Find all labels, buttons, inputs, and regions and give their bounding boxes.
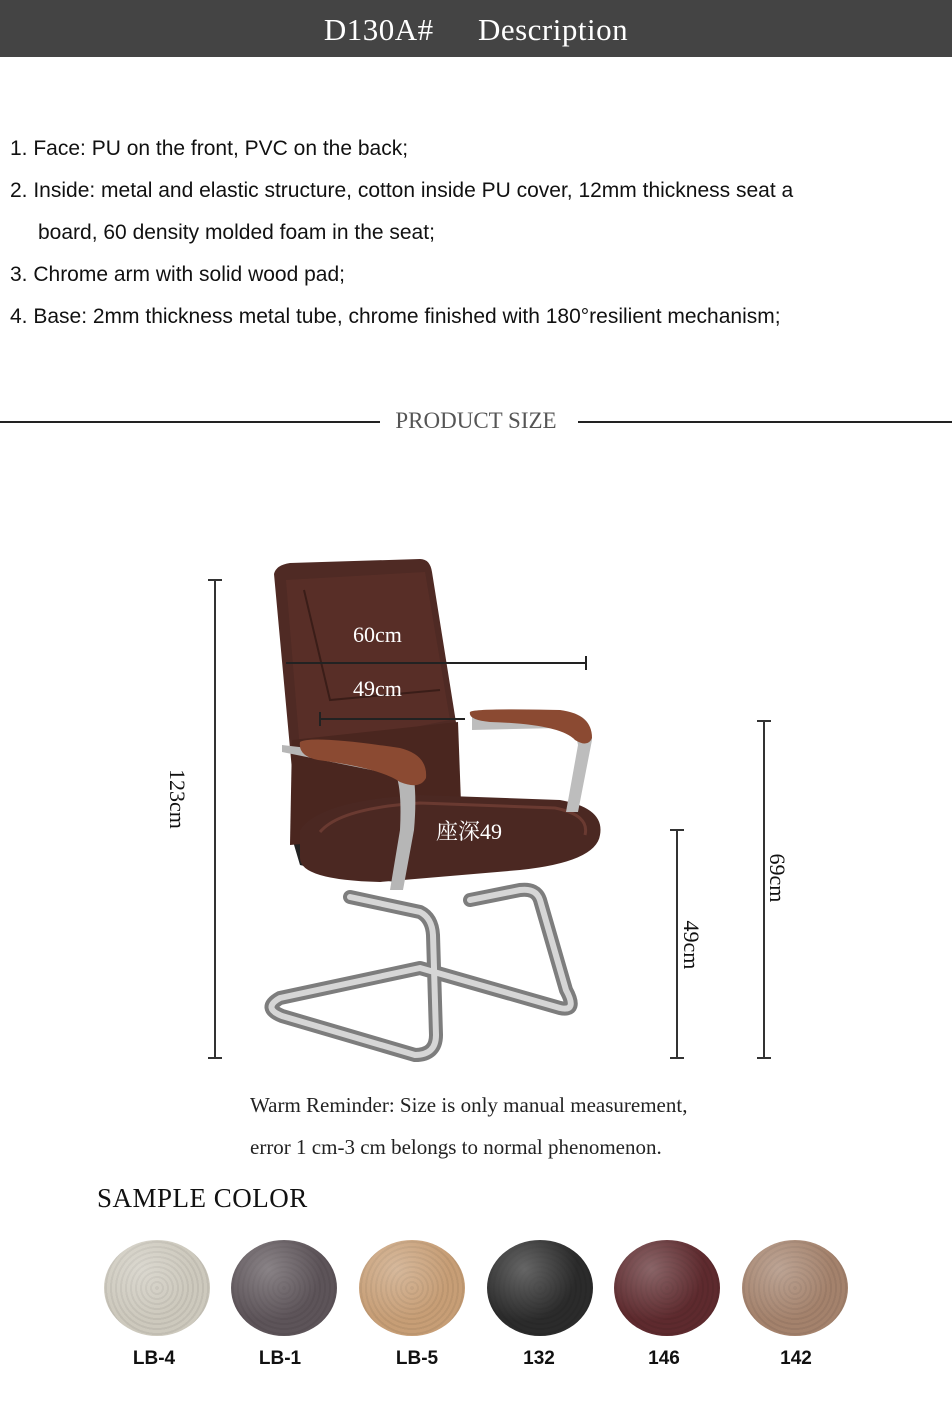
height-dimension-line — [208, 580, 222, 1058]
swatch-label: 142 — [780, 1348, 812, 1369]
color-swatch-lb-1[interactable] — [231, 1240, 337, 1336]
color-swatch-146[interactable] — [614, 1240, 720, 1336]
color-swatch-lb-4[interactable] — [104, 1240, 210, 1336]
color-swatch-lb-5[interactable] — [359, 1240, 465, 1336]
header-description-label: Description — [477, 12, 629, 47]
description-list — [10, 128, 950, 338]
seat-depth-label: 座深49 — [436, 819, 503, 844]
seat-width-label: 49cm — [353, 676, 402, 701]
model-number: D130A# — [323, 12, 434, 47]
header-title — [0, 12, 952, 48]
description-item: 1. Face: PU on the front, PVC on the back; — [10, 137, 409, 160]
seat-height-label: 49cm — [679, 920, 704, 970]
description-item: 2. Inside: metal and elastic structure, cotton inside PU cover, 12mm thickness seat a — [10, 179, 794, 202]
swatch-label: LB-5 — [395, 1348, 439, 1369]
description-item: 3. Chrome arm with solid wood pad; — [10, 263, 345, 286]
arm-width-label: 60cm — [353, 622, 402, 647]
reminder-line: error 1 cm-3 cm belongs to normal phenomenon. — [250, 1135, 662, 1159]
arm-height-label: 69cm — [765, 853, 790, 903]
swatch-label: 132 — [523, 1348, 555, 1369]
chair-diagram — [0, 540, 952, 1080]
description-item-continuation: board, 60 density molded foam in the seat; — [38, 221, 435, 244]
swatch-label: LB-1 — [258, 1348, 302, 1369]
chrome-base — [271, 890, 570, 1055]
swatch-label: 146 — [648, 1348, 680, 1369]
color-swatch-142[interactable] — [742, 1240, 848, 1336]
description-item: 4. Base: 2mm thickness metal tube, chrome finished with 180°resilient mechanism; — [10, 305, 781, 328]
total-height-label: 123cm — [165, 769, 190, 829]
description-header — [0, 0, 952, 57]
sample-color-title: SAMPLE COLOR — [97, 1183, 308, 1213]
warm-reminder — [250, 1084, 687, 1168]
reminder-line: Warm Reminder: Size is only manual measurement, — [250, 1093, 688, 1117]
color-swatch-132[interactable] — [487, 1240, 593, 1336]
product-size-title: PRODUCT SIZE — [395, 408, 557, 433]
swatch-label: LB-4 — [132, 1348, 176, 1369]
